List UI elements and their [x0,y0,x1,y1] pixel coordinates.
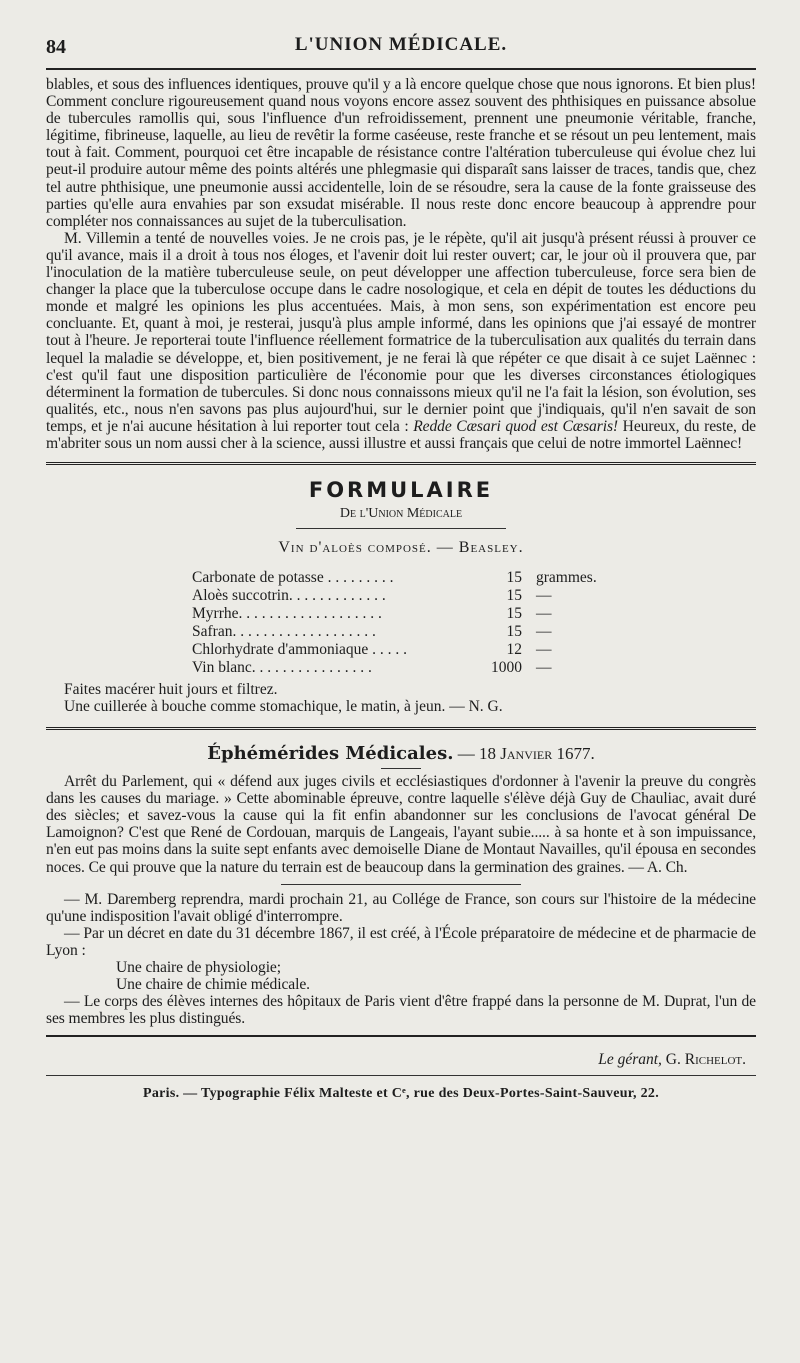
ephemerides-date: — 18 Janvier 1677. [457,744,595,764]
page-header [46,22,756,62]
formulaire-title: FORMULAIRE [308,478,494,503]
formulaire-section [46,478,756,715]
formulaire-subtitle: De l'Union Médicale [339,506,463,522]
header-rule [46,68,756,70]
ingredient-qty: 15 [506,569,522,587]
news-section [46,891,756,1028]
ingredient-qty: 15 [506,605,522,623]
formulaire-rule [296,528,506,529]
printer-imprint: Paris. — Typographie Félix Malteste et Cᵉ, rue des Deux-Portes-Saint-Sauveur, 22. [142,1086,660,1102]
news-divider [281,884,521,885]
running-title: L'UNION MÉDICALE. [294,34,508,55]
page-number: 84 [46,36,66,58]
ingredient-unit: grammes. [536,569,597,587]
ephemerides-title: Éphémérides Médicales. [207,743,454,765]
ingredient-qty: 15 [506,587,522,605]
ingredient-row [192,641,597,659]
recipe-title: Vin d'aloès composé. — Beasley. [278,539,524,557]
news-chair: Une chaire de physiologie; [116,959,281,976]
ingredient-name: Vin blanc. . . . . . . . . . . . . . . . [192,659,372,677]
news-item: — Le corps des élèves internes des hôpitaux de Paris vient d'être frappé dans la personne de M. Duprat, l'un de ses membres les plus distingués. [46,993,756,1028]
ingredient-row [192,659,597,677]
ephemerides-rule [381,768,421,769]
imprint-rule [46,1075,756,1076]
ephemerides-text: Arrêt du Parlement, qui « défend aux juges civils et ecclésiastiques d'ordonner à l'avenir la preuve du congrès dans les causes du mariage. » Cette abominable épreuve, contre laquelle s'élève déjà Guy de Chauliac, avait duré des siècles; et savez-vous la cause qui la fit enfin abandonner sur les conclusions de l'avocat général De Lamoignon? C'est que René de Cordouan, marquis de Langeais, l'ayant subie..... à sa honte et à son impuissance, n'en eut pas moins dans la suite sept enfants avec demoiselle Diane de Montaut Navailles, qu'il épousa en secondes noces. Ce qui prouve que la nature du terrain est de beaucoup dans la germination des graines. — A. Ch. [46,773,756,876]
ingredient-row [192,605,597,623]
recipe-dosage: Une cuillerée à bouche comme stomachique, le matin, à jeun. — N. G. [64,698,503,716]
ingredient-row [192,623,597,641]
ingredients-table [192,569,597,677]
ingredient-name: Safran. . . . . . . . . . . . . . . . . . . [192,623,376,641]
article-body [46,76,756,452]
section-divider [46,462,756,468]
ingredient-unit: — [536,641,552,659]
article-text: Heureux, du reste, de m'abriter sous un nom aussi cher à la science, aussi illustre et aussi français que celui de notre immortel Laënnec! [46,417,757,452]
ephemerides-section [46,743,756,876]
section-divider [46,727,756,733]
ingredient-qty: 15 [506,623,522,641]
ingredient-qty: 1000 [491,659,522,677]
ingredient-row [192,569,597,587]
ingredient-name: Myrrhe. . . . . . . . . . . . . . . . . . . [192,605,382,623]
gerant-name: G. Richelot. [665,1051,746,1069]
article-paragraph: blables, et sous des influences identiques, prouve qu'il y a là encore quelque chose que nous ignorons. Et bien plus! Comment conclure rigoureusement quand nous voyons encore assez souvent des phthisiques en puissance absolue de tubercules ramollis qui, sous l'influence d'un refroidissement, prennent une pneumonie véritable, franche, légitime, fibrineuse, laquelle, au lieu de revêtir la forme caséeuse, reste franche et se résout un peu lentement, mais tout à fait. Comment, pourquoi cet être incapable de résistance contre l'altération tuberculeuse qui évolue chez lui peut-il produire autour même des points altérés une phlegmasie qui disparaît sans laisser de traces, tandis que, chez tel autre phthisique, une pneumonie aussi accidentelle, loin de se résoudre, sera la cause de la fonte graisseuse des parties qu'elle aura envahies par son exsudat misérable. Il nous reste donc encore beaucoup à apprendre pour compléter nos connaissances au sujet de la tuberculisation. [46,76,756,230]
ingredient-unit: — [536,623,552,641]
gerant-label: Le gérant, [598,1051,662,1069]
recipe-instruction: Faites macérer huit jours et filtrez. [64,681,278,699]
article-text: M. Villemin a tenté de nouvelles voies. Je ne crois pas, je le répète, qu'il ait jusqu'à présent réussi à prouver ce qu'il avance, mais il a droit à tous nos éloges, et l'avenir doit lui rester ouvert; car, le jour où il prouvera que, par l'inoculation de la matière tuberculeuse seule, on peut développer une affection tuberculeuse, force sera bien de changer la place que la tuberculose occupe dans le cadre nosologique, et cela en dépit de toutes les déductions du monde et malgré les opinions les plus accentuées. Mais, à mon sens, son expérimentation est encore peu concluante. Et, quant à moi, je resterai, jusqu'à plus ample informé, dans les opinions que j'ai essayé de montrer tout à l'heure. Je reporterai toute l'influence réellement formatrice de la tuberculisation aux qualités du terrain dans lequel la maladie se développe, et, bien positivement, je ne ferai là que répéter ce que disait à ce sujet Laënnec : c'est qu'il faut une disposition particulière de l'économie pour que les diverses circonstances étiologiques déterminent la formation de tubercules. Si donc nous connaissons mieux qu'il ne l'a fait la lésion, son évolution, ses qualités, etc., nous n'en savons pas plus aujourd'hui, sur le dernier point que j'indiquais, qu'il n'en savait de son temps, et je n'ai aucune hésitation à lui reporter tout cela : [46,229,756,435]
ingredient-unit: — [536,659,552,677]
ingredient-qty: 12 [506,641,522,659]
ingredient-name: Carbonate de potasse . . . . . . . . . [192,569,394,587]
news-item: — Par un décret en date du 31 décembre 1867, il est créé, à l'École préparatoire de médecine et de pharmacie de Lyon : [46,924,756,959]
news-item: — M. Daremberg reprendra, mardi prochain 21, au Collége de France, son cours sur l'histoire de la médecine qu'une indisposition l'avait obligé d'interrompre. [46,890,756,925]
ingredient-name: Aloès succotrin. . . . . . . . . . . . . [192,587,386,605]
article-paragraph [46,230,756,452]
ingredient-unit: — [536,605,552,623]
ephemerides-body [46,773,756,876]
news-chair: Une chaire de chimie médicale. [116,976,310,994]
latin-quote: Redde Cæsari quod est Cæsaris! [413,417,619,435]
gerant-signature [46,1051,756,1069]
ephemerides-heading [46,743,756,764]
ingredient-row [192,587,597,605]
ingredient-unit: — [536,587,552,605]
footer-rule [46,1035,756,1037]
ingredient-name: Chlorhydrate d'ammoniaque . . . . . [192,641,408,659]
